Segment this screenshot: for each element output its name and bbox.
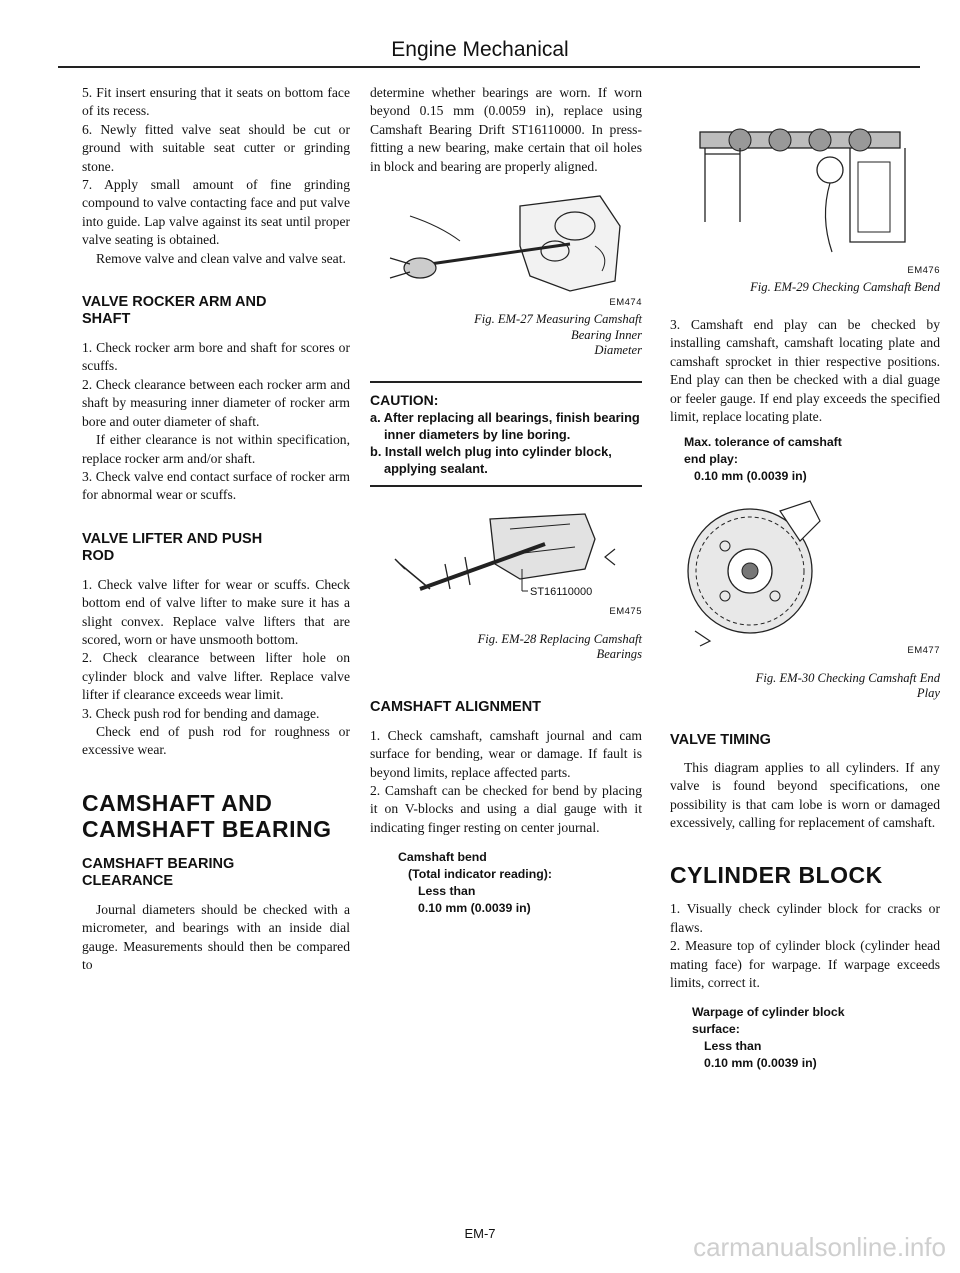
timing-heading: VALVE TIMING bbox=[670, 731, 771, 748]
bearing-text: Journal diameters should be checked with a micrometer, and bearings with an inside dial gauge. Measurements should then be compared to bbox=[82, 901, 350, 972]
camshaft-heading: CAMSHAFT AND CAMSHAFT BEARING bbox=[82, 789, 332, 842]
fig29-caption: Fig. EM-29 Checking Camshaft Bend bbox=[750, 280, 940, 295]
camshaft-bend-illustration bbox=[670, 92, 940, 262]
page-number: EM-7 bbox=[464, 1226, 496, 1241]
lifter-step-3: 3. Check push rod for bending and damage. bbox=[82, 705, 320, 721]
warpage-spec-less: Less than bbox=[704, 1039, 762, 1054]
column-left bbox=[82, 84, 350, 974]
bearing-heading: CAMSHAFT BEARING CLEARANCE bbox=[82, 855, 235, 889]
continue-text: determine whether bearings are worn. If worn beyond 0.15 mm (0.0059 in), replace using Camshaft Bearing Drift ST16110000. In press-fitting a new bearing, make certain that oil holes in block and bearing are properly aligned. bbox=[370, 85, 642, 174]
fig28-tool-label: ST16110000 bbox=[530, 586, 593, 599]
bearing-gauge-illustration bbox=[370, 186, 642, 294]
figure-em27 bbox=[370, 186, 642, 359]
caution-box bbox=[370, 381, 642, 487]
spec-less: Less than bbox=[418, 884, 476, 899]
rocker-step-3: 3. Check valve end contact surface of rocker arm for abnormal wear or scuffs. bbox=[82, 468, 350, 503]
caution-title: CAUTION: bbox=[370, 391, 439, 408]
figure-em29 bbox=[670, 92, 940, 296]
block-heading: CYLINDER BLOCK bbox=[670, 862, 883, 889]
block-step-1: 1. Visually check cylinder block for cracks or flaws. bbox=[670, 901, 940, 935]
page-header-title: Engine Mechanical bbox=[391, 38, 569, 61]
fig28-code: EM475 bbox=[609, 606, 642, 618]
block-step-2: 2. Measure top of cylinder block (cylinder head mating face) for warpage. If warpage exceeds limits, correct it. bbox=[670, 938, 940, 990]
spec-title: Camshaft bend bbox=[398, 850, 487, 865]
warpage-spec-title: Warpage of cylinder block bbox=[692, 1005, 845, 1020]
timing-text: This diagram applies to all cylinders. If any valve is found beyond specifications, one possibility is that cam lobe is worn or damaged excessively, calling for replacement of camshaft. bbox=[670, 759, 940, 830]
fig27-caption-1: Fig. EM-27 Measuring Camshaft bbox=[474, 312, 642, 327]
caution-b: b. Install welch plug into cylinder block, applying sealant. bbox=[370, 444, 612, 477]
fig29-code: EM476 bbox=[907, 265, 940, 276]
rocker-step-2: 2. Check clearance between each rocker arm and shaft by measuring inner diameter of rocker arm bore and outer diameter of shaft. bbox=[82, 376, 350, 429]
spec-value: 0.10 mm (0.0039 in) bbox=[418, 901, 531, 916]
fig28-caption-2: Bearings bbox=[596, 647, 642, 662]
column-right bbox=[670, 84, 940, 1072]
remove-note: Remove valve and clean valve and valve seat. bbox=[96, 250, 346, 266]
endplay-text: 3. Camshaft end play can be checked by installing camshaft, camshaft locating plate and camshaft sprocket in thier respective positions. End play can then be checked with a dial guage or feeler gauge. If end play exceeds the specified limit, replace locating plate. bbox=[670, 316, 940, 424]
step-5: 5. Fit insert ensuring that it seats on bottom face of its recess. bbox=[82, 85, 350, 119]
column-middle bbox=[370, 84, 642, 917]
step-7: 7. Apply small amount of fine grinding compound to valve contacting face and put valve into guide. Lap valve against its seat until proper valve seating is obtained. bbox=[82, 177, 350, 248]
fig27-code: EM474 bbox=[609, 297, 642, 309]
endplay-spec-sub: end play: bbox=[684, 452, 738, 467]
fig27-caption-2: Bearing Inner bbox=[571, 327, 642, 342]
fig30-caption-1: Fig. EM-30 Checking Camshaft End bbox=[755, 670, 940, 685]
rocker-step-1: 1. Check rocker arm bore and shaft for scores or scuffs. bbox=[82, 340, 350, 374]
warpage-spec-value: 0.10 mm (0.0039 in) bbox=[704, 1056, 817, 1071]
step-6: 6. Newly fitted valve seat should be cut or ground with suitable seat cutter or grinding stone. bbox=[82, 121, 350, 174]
rocker-heading: VALVE ROCKER ARM AND SHAFT bbox=[82, 294, 267, 328]
watermark: carmanualsonline.info bbox=[693, 1232, 946, 1262]
endplay-spec-title: Max. tolerance of camshaft bbox=[684, 435, 842, 450]
lifter-step-1: 1. Check valve lifter for wear or scuffs. Check bottom end of valve lifter to make sure it has a slight convex. Replace valve lifters that are scored, worn or have unsmooth bottom. bbox=[82, 576, 350, 647]
lifter-heading: VALVE LIFTER AND PUSH ROD bbox=[82, 530, 263, 564]
alignment-step-1: 1. Check camshaft, camshaft journal and cam surface for bending, wear or damage. If fault is beyond limits, replace affected parts. bbox=[370, 727, 642, 780]
rocker-note: If either clearance is not within specification, replace rocker arm and/or shaft. bbox=[82, 432, 350, 466]
spec-sub: (Total indicator reading): bbox=[408, 867, 552, 882]
fig28-caption-1: Fig. EM-28 Replacing Camshaft bbox=[477, 631, 642, 646]
alignment-heading: CAMSHAFT ALIGNMENT bbox=[370, 698, 542, 715]
endplay-spec-value: 0.10 mm (0.0039 in) bbox=[694, 469, 807, 484]
pushrod-note: Check end of push rod for roughness or excessive wear. bbox=[82, 723, 350, 758]
fig30-code: EM477 bbox=[907, 645, 940, 657]
caution-a: a. After replacing all bearings, finish bearing inner diameters by line boring. bbox=[370, 410, 640, 443]
fig30-caption-2: Play bbox=[916, 686, 940, 701]
bearing-drift-illustration bbox=[370, 509, 642, 599]
figure-em28 bbox=[370, 509, 642, 662]
lifter-step-2: 2. Check clearance between lifter hole on cylinder block and valve lifter. Replace valve lifter if clearance exceeds wear limit. bbox=[82, 650, 350, 703]
figure-em30 bbox=[670, 491, 940, 701]
warpage-spec-sub: surface: bbox=[692, 1022, 740, 1037]
camshaft-end-play-illustration bbox=[670, 491, 940, 656]
header-rule bbox=[58, 66, 920, 68]
alignment-step-2: 2. Camshaft can be checked for bend by placing it on V-blocks and using a dial gauge with it indicating finger resting on center journal. bbox=[370, 782, 642, 835]
fig27-caption-3: Diameter bbox=[594, 343, 642, 358]
